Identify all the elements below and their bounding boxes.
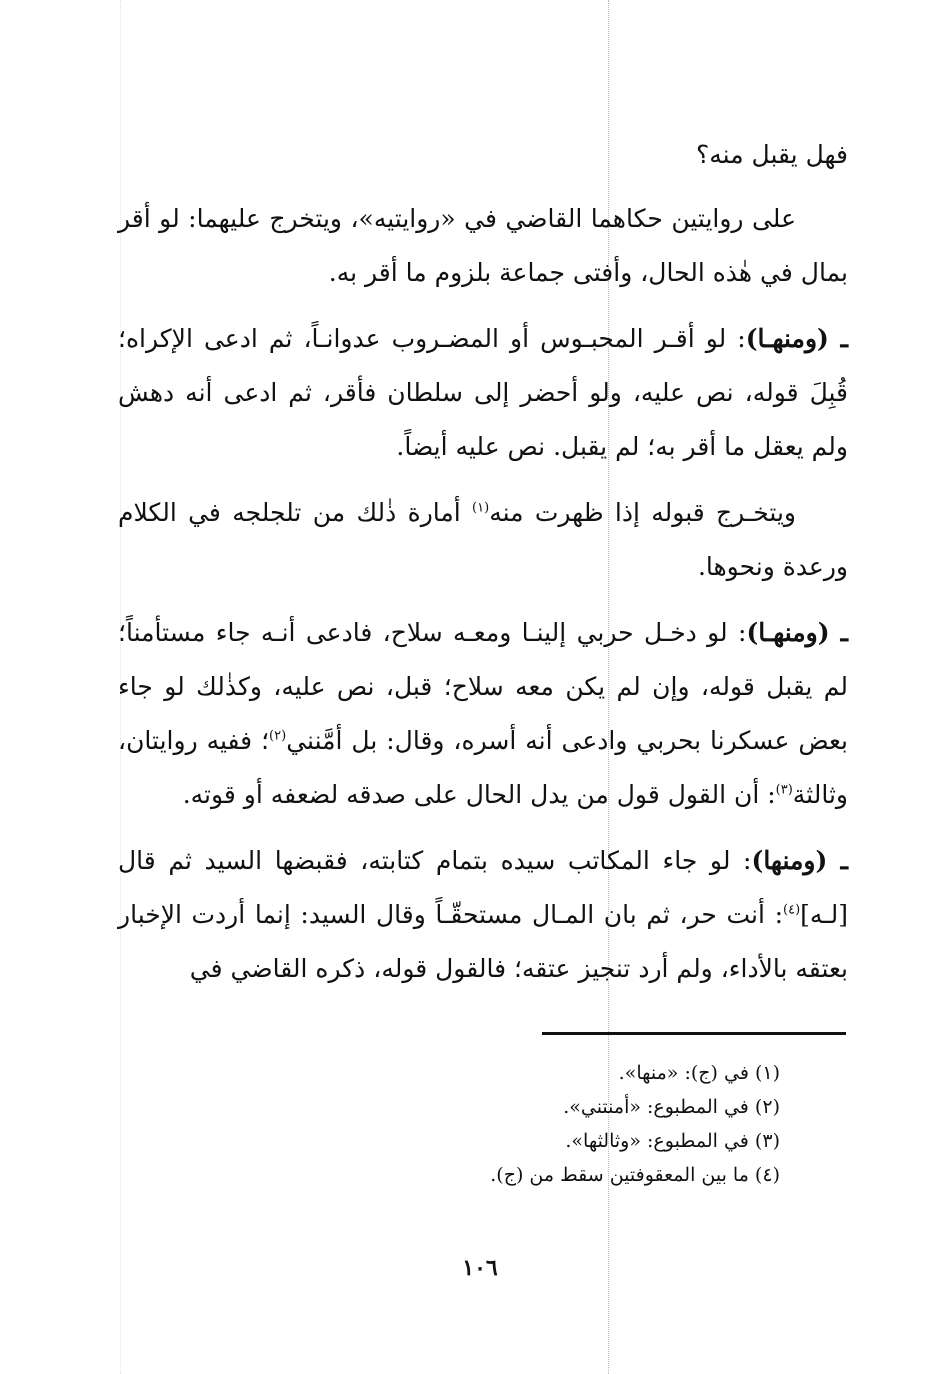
paragraph-1-text: على روايتين حكاهما القاضي في «روايتيه»، ويتخرج عليهما: لو أقر بمال في هٰذه الحال، وأفتى جماعة بلزوم ما أقر به. bbox=[118, 204, 848, 287]
paragraph-3-text-before: ويتخـرج قبوله إذا ظهرت منه bbox=[489, 498, 796, 527]
paragraph-2 bbox=[118, 312, 848, 474]
paragraph-5-text-before: : لو جاء المكاتب سيده بتمام كتابته، فقبضها السيد ثم قال [لـه] bbox=[118, 846, 848, 929]
paragraph-3-text-after: أمارة ذٰلك من تلجلجه في الكلام ورعدة ونحوها. bbox=[118, 498, 848, 581]
footnote-4: (٤) ما بين المعقوفتين سقط من (ج). bbox=[490, 1164, 780, 1186]
page-number: ١٠٦ bbox=[462, 1255, 498, 1281]
paragraph-5 bbox=[118, 834, 848, 996]
paragraph-5-lead: ـ (ومنها) bbox=[751, 846, 848, 875]
opening-question-text: فهل يقبل منه؟ bbox=[696, 140, 848, 169]
paragraph-4-lead: ـ (ومنهـا) bbox=[746, 618, 848, 647]
paragraph-2-text: : لو أقـر المحبـوس أو المضـروب عدوانـاً، ثم ادعى الإكراه؛ قُبِلَ قوله، نص عليه، ولو أحضر إلى سلطان فأقر، ثم ادعى أنه دهش ولم يعقل ما أقر به؛ لم يقبل. نص عليه أيضاً. bbox=[118, 324, 848, 461]
paragraph-1 bbox=[118, 192, 848, 300]
footnote-ref-1: (١) bbox=[472, 500, 490, 516]
footnote-separator bbox=[542, 1032, 846, 1035]
footnote-ref-4: (٤) bbox=[783, 902, 801, 918]
footnotes bbox=[300, 1056, 780, 1192]
paragraph-5-text-after: : أنت حر، ثم بان المـال مستحقّـاً وقال السيد: إنما أردت الإخبار بعتقه بالأداء، ولم أرد تنجيز عتقه؛ فالقول قوله، ذكره القاضي في bbox=[118, 900, 848, 983]
footnote-1: (١) في (ج): «منها». bbox=[618, 1062, 780, 1084]
opening-question bbox=[118, 128, 848, 182]
paragraph-2-lead: ـ (ومنهـا) bbox=[745, 324, 848, 353]
paragraph-4-text-before: : لو دخـل حربي إلينـا ومعـه سلاح، فادعى أنـه جاء مستأمناً؛ لم يقبل قوله، وإن لم يكن معه سلاح؛ قبل، نص عليه، وكذٰلك لو جاء بعض عسكرنا بحربي وادعى أنه أسره، وقال: بل أمَّنني bbox=[118, 618, 848, 755]
footnote-ref-2: (٢) bbox=[269, 728, 287, 744]
main-text bbox=[118, 128, 848, 1008]
paragraph-4 bbox=[118, 606, 848, 822]
footnote-3: (٣) في المطبوع: «وثالثها». bbox=[565, 1130, 780, 1152]
footnote-2: (٢) في المطبوع: «أمنتني». bbox=[563, 1096, 780, 1118]
footnote-ref-3: (٣) bbox=[775, 782, 793, 798]
paragraph-4-text-middle: ؛ ففيه روايتان، وثالثة bbox=[118, 726, 848, 809]
paragraph-3 bbox=[118, 486, 848, 594]
paragraph-4-text-after: : أن القول قول من يدل الحال على صدقه لضعفه أو قوته. bbox=[182, 780, 776, 809]
